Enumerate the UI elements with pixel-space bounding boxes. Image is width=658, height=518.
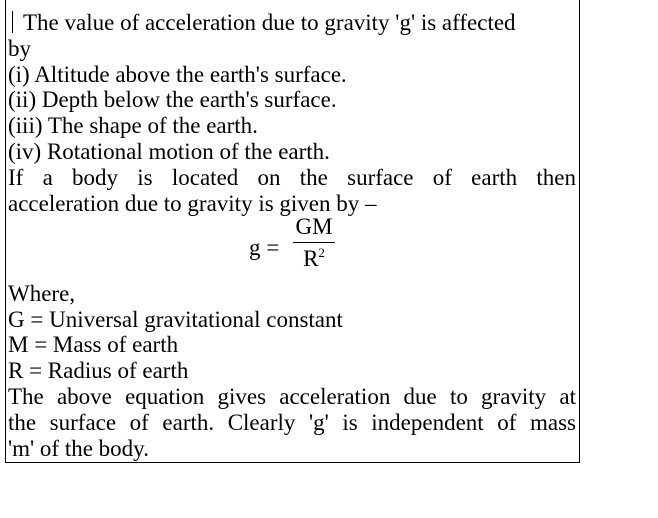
definition-r: R = Radius of earth (8, 358, 189, 383)
factor-rotation: (iv) Rotational motion of the earth. (8, 139, 330, 164)
definition-m: M = Mass of earth (8, 332, 179, 357)
where-label: Where, (8, 281, 76, 306)
formula-exponent: 2 (318, 245, 325, 260)
intro-text-1: The value of acceleration due to gravity 'g' is affected (23, 10, 516, 35)
condition-line-1: If a body is located on the surface of earth then (8, 165, 576, 190)
intro-line-1 (8, 10, 516, 36)
conclusion-line-2: the surface of earth. Clearly 'g' is independent of mass (8, 410, 576, 435)
factor-shape: (iii) The shape of the earth. (8, 113, 258, 138)
previous-heading-fragment (6, 0, 581, 2)
definition-g: G = Universal gravitational constant (8, 307, 343, 332)
factor-altitude: (i) Altitude above the earth's surface. (8, 62, 347, 87)
answer-box (5, 0, 580, 463)
condition-line-2: acceleration due to gravity is given by – (8, 191, 377, 216)
intro-line-2: by (8, 36, 31, 61)
formula-lhs: g = (249, 235, 280, 260)
formula-denominator (293, 243, 335, 272)
conclusion-line-3: 'm' of the body. (8, 436, 149, 461)
formula-denominator-base: R (303, 246, 319, 271)
conclusion-line-1: The above equation gives acceleration due to gravity at (8, 384, 576, 409)
factor-depth: (ii) Depth below the earth's surface. (8, 87, 337, 112)
formula-fraction (293, 214, 335, 272)
formula-numerator: GM (293, 214, 335, 243)
text-cursor (12, 11, 13, 33)
